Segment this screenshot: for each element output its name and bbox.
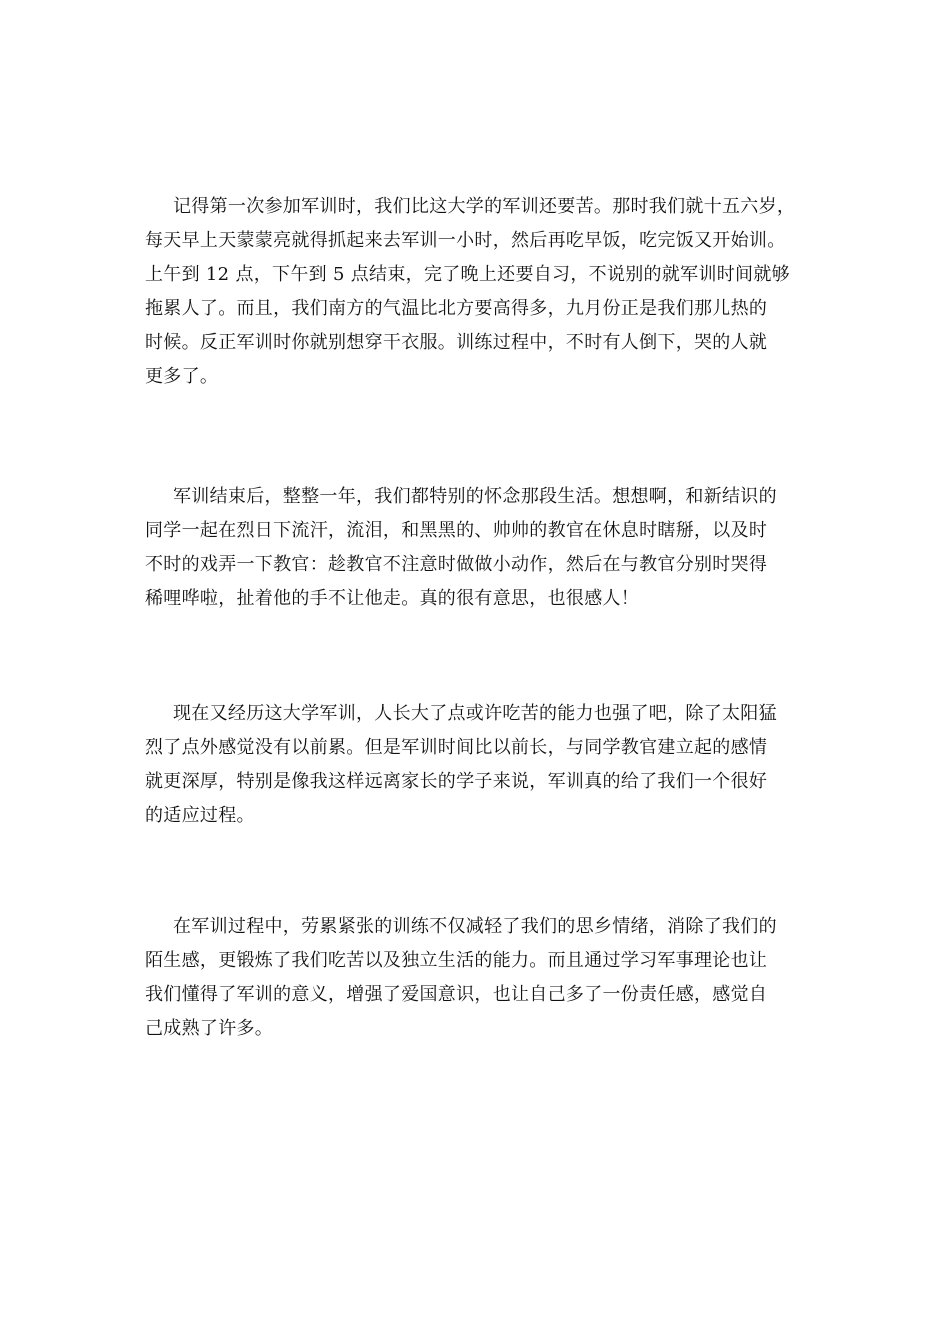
- paragraph-line: 现在又经历这大学军训，人长大了点或许吃苦的能力也强了吧，除了太阳猛: [173, 703, 777, 724]
- paragraph-line: 军训结束后，整整一年，我们都特别的怀念那段生活。想想啊，和新结识的: [173, 486, 777, 507]
- paragraph-line: 时候。反正军训时你就别想穿干衣服。训练过程中，不时有人倒下，哭的人就: [145, 332, 768, 353]
- paragraph-line: 更多了。: [145, 366, 219, 387]
- paragraph-line: 同学一起在烈日下流汗，流泪，和黑黑的、帅帅的教官在休息时瞎掰，以及时: [145, 520, 768, 541]
- paragraph-line: 在军训过程中，劳累紧张的训练不仅减轻了我们的思乡情绪，消除了我们的: [173, 916, 777, 937]
- paragraph-line: 上午到 12 点，下午到 5 点结束，完了晚上还要自习，不说别的就军训时间就够: [145, 264, 790, 285]
- paragraph-line: 就更深厚，特别是像我这样远离家长的学子来说，军训真的给了我们一个很好: [145, 771, 768, 792]
- paragraph-line: 己成熟了许多。: [145, 1018, 274, 1039]
- paragraph-line: 拖累人了。而且，我们南方的气温比北方要高得多，九月份正是我们那儿热的: [145, 298, 768, 319]
- paragraph-line: 的适应过程。: [145, 805, 255, 826]
- paragraph-line: 稀哩哗啦，扯着他的手不让他走。真的很有意思，也很感人！: [145, 588, 640, 609]
- paragraph-2: [145, 480, 825, 616]
- paragraph-line: 每天早上天蒙蒙亮就得抓起来去军训一小时，然后再吃早饭，吃完饭又开始训。: [145, 230, 786, 251]
- paragraph-1: [145, 190, 825, 394]
- paragraph-3: [145, 697, 825, 833]
- paragraph-line: 烈了点外感觉没有以前累。但是军训时间比以前长，与同学教官建立起的感情: [145, 737, 768, 758]
- paragraph-line: 记得第一次参加军训时，我们比这大学的军训还要苦。那时我们就十五六岁，: [173, 196, 796, 217]
- paragraph-4: [145, 910, 825, 1046]
- paragraph-line: 我们懂得了军训的意义，增强了爱国意识，也让自己多了一份责任感，感觉自: [145, 984, 768, 1005]
- paragraph-line: 不时的戏弄一下教官：趁教官不注意时做做小动作，然后在与教官分别时哭得: [145, 554, 768, 575]
- paragraph-line: 陌生感，更锻炼了我们吃苦以及独立生活的能力。而且通过学习军事理论也让: [145, 950, 768, 971]
